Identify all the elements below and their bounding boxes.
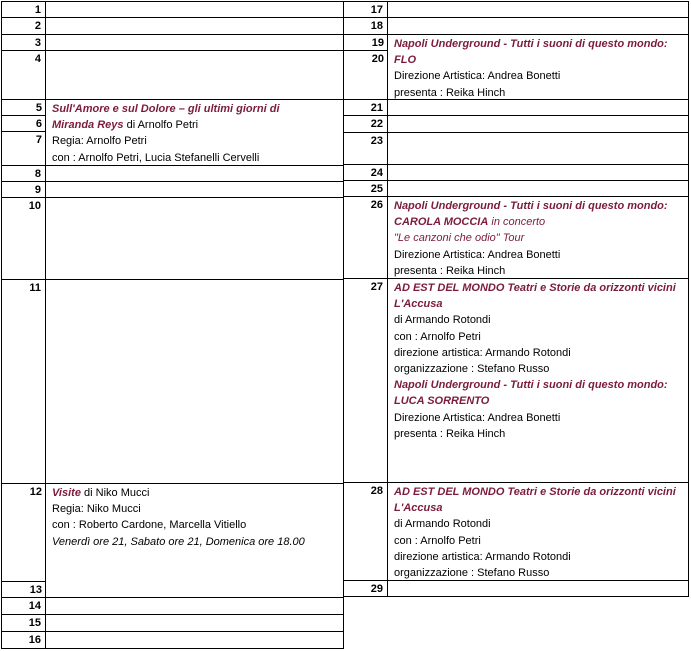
day-number: 18 (344, 18, 388, 34)
day-number: 14 (2, 598, 46, 614)
day-row-8 (1, 166, 344, 182)
event-org: organizzazione : Stefano Russo (394, 567, 550, 580)
event-cast: con : Roberto Cardone, Marcella Vitiello (52, 519, 247, 532)
day-content (388, 2, 688, 17)
day-number: 2 (2, 18, 46, 34)
day-row-27 (344, 279, 689, 483)
event-title: L'Accusa (394, 298, 443, 311)
day-number: 15 (2, 615, 46, 631)
event-author: di Arnolfo Petri (123, 119, 199, 132)
day-content (46, 598, 343, 614)
day-number: 9 (2, 182, 46, 197)
day-content (388, 133, 688, 164)
event-author: di Armando Rotondi (394, 518, 491, 531)
day-row-23 (344, 133, 689, 165)
day-content (46, 615, 343, 631)
event-tour: "Le canzoni che odio" Tour (394, 232, 525, 245)
day-number: 6 (2, 116, 46, 132)
event-accusa-and-luca-sorrento (388, 279, 688, 482)
day-content (46, 166, 343, 181)
day-number: 28 (344, 483, 388, 580)
event-title-cont: Miranda Reys (52, 119, 124, 132)
event-carola-moccia (388, 197, 688, 278)
day-number: 20 (371, 53, 384, 65)
day-number: 12 (29, 486, 42, 498)
day-content (388, 165, 688, 180)
day-content (46, 280, 343, 483)
event-artist: CAROLA MOCCIA (394, 216, 489, 229)
day-number: 3 (2, 35, 46, 50)
day-row-10 (1, 198, 344, 280)
event-series: AD EST DEL MONDO Teatri e Storie da orizzonti vicini (394, 486, 676, 498)
day-content (388, 181, 688, 196)
event-direction: Direzione Artistica: Andrea Bonetti (394, 248, 561, 261)
event-artist-2: LUCA SORRENTO (394, 395, 490, 408)
event-block-12-13 (1, 484, 344, 598)
day-number: 23 (344, 133, 388, 164)
day-row-18 (344, 18, 689, 35)
event-artist: FLO (394, 54, 416, 67)
event-visite (46, 484, 343, 597)
day-row-3 (1, 35, 344, 51)
event-author: di Armando Rotondi (394, 314, 491, 327)
day-number: 26 (344, 197, 388, 278)
day-content (46, 632, 343, 648)
event-author: di Niko Mucci (80, 487, 150, 499)
day-row-15 (1, 615, 344, 632)
event-title-2: Napoli Underground - Tutti i suoni di questo mondo: (394, 379, 668, 392)
day-content (388, 18, 688, 34)
day-row-26 (344, 197, 689, 279)
event-title: Napoli Underground - Tutti i suoni di questo mondo: (394, 200, 668, 212)
event-accusa (388, 483, 688, 580)
event-org: organizzazione : Stefano Russo (394, 363, 550, 376)
day-content (46, 198, 343, 279)
day-number: 7 (35, 134, 42, 146)
day-number: 29 (344, 581, 388, 596)
day-number: 10 (2, 198, 46, 279)
day-number: 22 (344, 116, 388, 132)
event-series: AD EST DEL MONDO Teatri e Storie da orizzonti vicini (394, 282, 676, 294)
day-content (388, 100, 688, 115)
event-times: Venerdì ore 21, Sabato ore 21, Domenica ore 18.00 (52, 535, 305, 548)
event-cast: con : Arnolfo Petri (394, 534, 481, 547)
event-block-5-7 (1, 100, 344, 166)
event-regia: Regia: Arnolfo Petri (52, 135, 147, 148)
day-number: 11 (2, 280, 46, 483)
calendar-right-column (344, 1, 689, 597)
event-flo (388, 35, 688, 99)
day-row-25 (344, 181, 689, 197)
day-row-29 (344, 581, 689, 597)
day-content (46, 2, 343, 17)
event-title: Napoli Underground - Tutti i suoni di questo mondo: (394, 38, 668, 50)
event-direction: direzione artistica: Armando Rotondi (394, 550, 571, 563)
day-content (46, 51, 343, 99)
event-sull-amore (46, 100, 343, 165)
day-row-22 (344, 116, 689, 133)
day-row-11 (1, 280, 344, 484)
day-row-16 (1, 632, 344, 649)
day-number: 1 (2, 2, 46, 17)
event-direction: Direzione Artistica: Andrea Bonetti (394, 70, 561, 83)
day-number: 16 (2, 632, 46, 648)
day-row-9 (1, 182, 344, 198)
day-number: 19 (344, 35, 388, 51)
day-content (46, 35, 343, 50)
day-content (46, 18, 343, 34)
event-block-19-20 (344, 35, 689, 100)
day-row-4 (1, 51, 344, 100)
event-artist-suffix: in concerto (488, 216, 546, 229)
event-presents: presenta : Reika Hinch (394, 86, 506, 99)
day-number: 25 (344, 181, 388, 196)
event-cast: con : Arnolfo Petri (394, 330, 481, 343)
event-presents: presenta : Reika Hinch (394, 264, 506, 277)
day-number: 4 (2, 51, 46, 99)
day-number: 21 (344, 100, 388, 115)
day-content (46, 182, 343, 197)
day-number: 5 (2, 100, 46, 116)
day-number: 24 (344, 165, 388, 180)
day-number: 13 (2, 581, 46, 597)
day-row-24 (344, 165, 689, 181)
day-number: 17 (344, 2, 388, 17)
day-row-28 (344, 483, 689, 581)
day-row-14 (1, 598, 344, 615)
event-cast: con : Arnolfo Petri, Lucia Stefanelli Cervelli (52, 151, 260, 164)
event-title: Visite (52, 487, 81, 499)
day-row-17 (344, 1, 689, 18)
event-presents-2: presenta : Reika Hinch (394, 427, 506, 440)
day-row-1 (1, 1, 344, 18)
event-title: Sull'Amore e sul Dolore – gli ultimi giorni di (52, 103, 280, 115)
event-direction: direzione artistica: Armando Rotondi (394, 346, 571, 359)
day-content (388, 116, 688, 132)
day-row-2 (1, 18, 344, 35)
day-content (388, 581, 688, 596)
calendar-left-column (1, 1, 344, 649)
event-direction-2: Direzione Artistica: Andrea Bonetti (394, 411, 561, 424)
day-number: 27 (344, 279, 388, 482)
day-number: 8 (2, 166, 46, 181)
day-row-21 (344, 100, 689, 116)
event-title: L'Accusa (394, 502, 443, 515)
event-regia: Regia: Niko Mucci (52, 503, 141, 516)
